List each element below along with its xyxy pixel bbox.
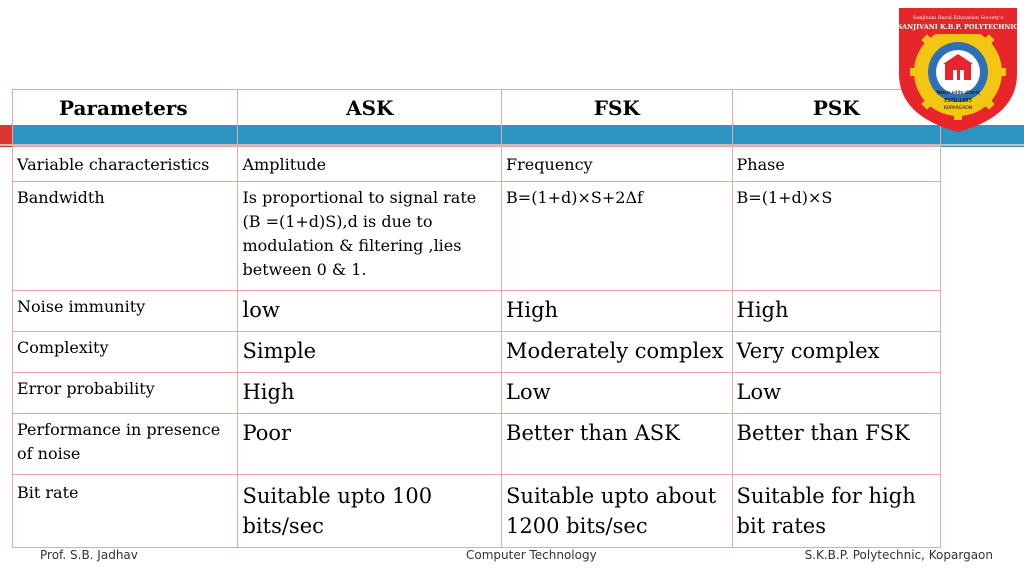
logo-place: KOPARGAON <box>943 106 973 111</box>
psk-cell: Suitable for high bit rates <box>732 475 940 548</box>
table-row <box>13 147 941 182</box>
ask-cell: Is proportional to signal rate (B =(1+d)S),d is due to modulation & filtering ,lies between 0 & 1. <box>238 182 502 291</box>
psk-cell: Low <box>732 373 940 414</box>
fsk-cell: B=(1+d)×S+2Δf <box>502 182 732 291</box>
table-row <box>13 332 941 373</box>
table-row <box>13 182 941 291</box>
fsk-cell: Suitable upto about 1200 bits/sec <box>502 475 732 548</box>
header-psk: PSK <box>732 90 940 147</box>
fsk-cell: Low <box>502 373 732 414</box>
logo-motto: विद्यादान सर्वश्रेष्ठ प्रतिदानम् <box>936 91 980 96</box>
psk-cell: Phase <box>732 147 940 182</box>
footer-institute: S.K.B.P. Polytechnic, Kopargaon <box>804 548 993 562</box>
header-parameters: Parameters <box>13 90 238 147</box>
fsk-cell: Frequency <box>502 147 732 182</box>
ask-cell: Suitable upto 100 bits/sec <box>238 475 502 548</box>
row-label: Variable characteristics <box>13 147 238 182</box>
header-ask: ASK <box>238 90 502 147</box>
fsk-cell: Moderately complex <box>502 332 732 373</box>
table-row <box>13 414 941 475</box>
row-label: Performance in presence of noise <box>13 414 238 475</box>
table-row <box>13 475 941 548</box>
footer-department: Computer Technology <box>466 548 597 562</box>
ask-cell: Poor <box>238 414 502 475</box>
row-label: Bit rate <box>13 475 238 548</box>
psk-cell: Very complex <box>732 332 940 373</box>
header-fsk: FSK <box>502 90 732 147</box>
ask-cell: low <box>238 291 502 332</box>
row-label: Noise immunity <box>13 291 238 332</box>
psk-cell: B=(1+d)×S <box>732 182 940 291</box>
ask-cell: Amplitude <box>238 147 502 182</box>
logo-name: SANJIVANI K.B.P. POLYTECHNIC <box>897 23 1019 31</box>
psk-cell: Better than FSK <box>732 414 940 475</box>
row-label: Complexity <box>13 332 238 373</box>
comparison-table <box>12 89 941 548</box>
ask-cell: High <box>238 373 502 414</box>
table-row <box>13 373 941 414</box>
logo-top-text: Sanjivani Rural Education Society's <box>912 15 1004 21</box>
row-label: Bandwidth <box>13 182 238 291</box>
fsk-cell: Better than ASK <box>502 414 732 475</box>
table-row <box>13 291 941 332</box>
psk-cell: High <box>732 291 940 332</box>
college-logo <box>895 4 1021 134</box>
table-header-row <box>13 90 941 147</box>
ask-cell: Simple <box>238 332 502 373</box>
logo-estd: ESTD.1983 <box>944 98 972 104</box>
footer-author: Prof. S.B. Jadhav <box>40 548 138 562</box>
fsk-cell: High <box>502 291 732 332</box>
row-label: Error probability <box>13 373 238 414</box>
